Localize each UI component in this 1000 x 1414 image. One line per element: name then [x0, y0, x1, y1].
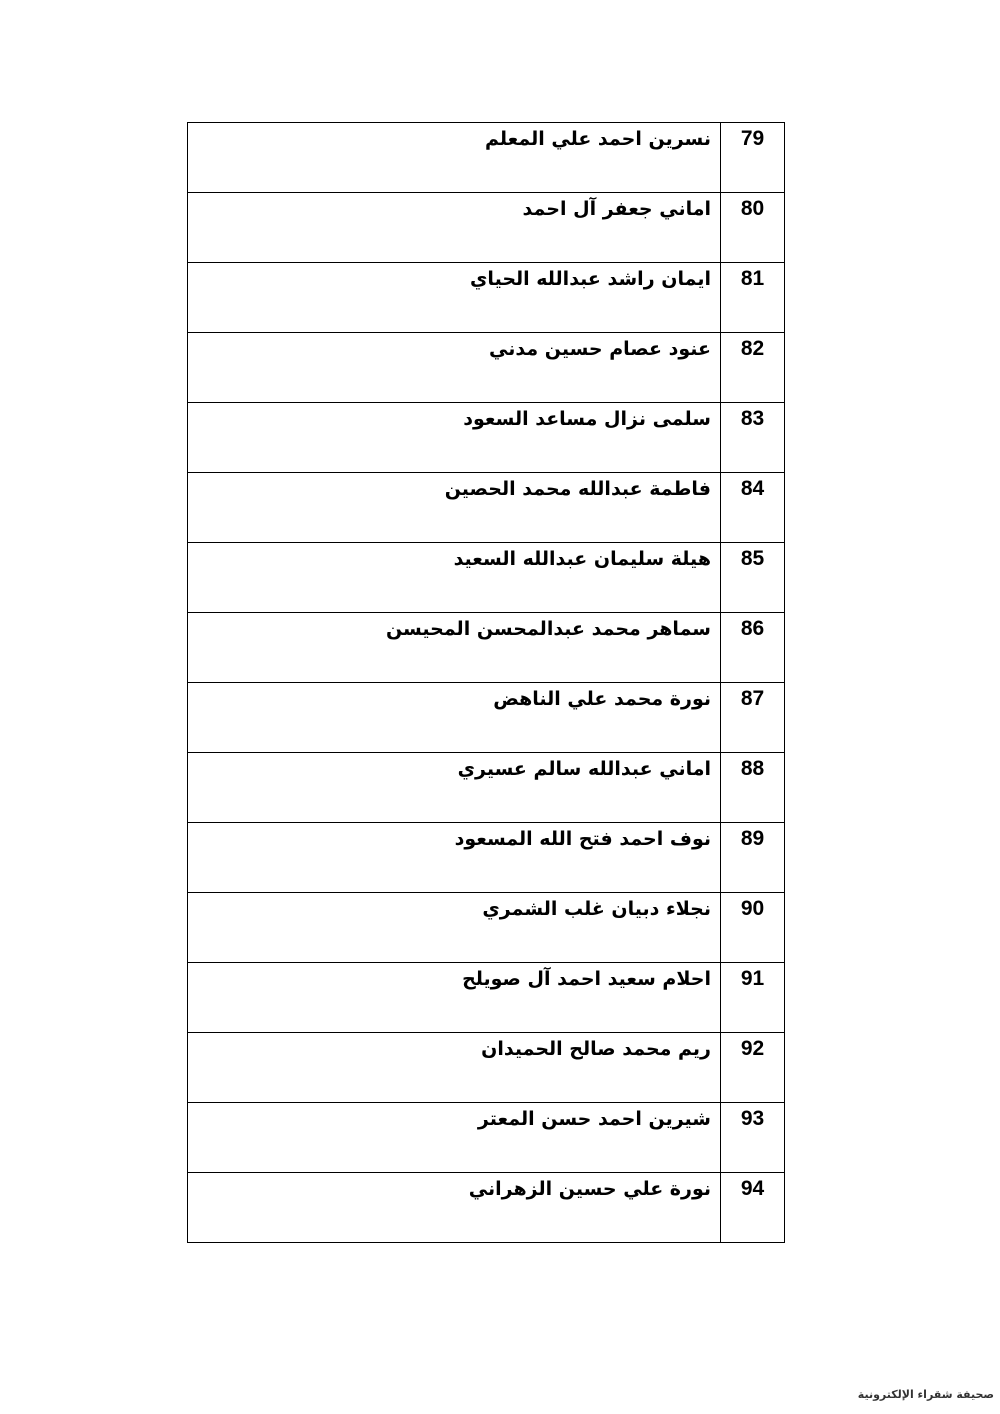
row-number: 87 [740, 687, 765, 710]
row-number: 79 [740, 127, 765, 150]
row-number: 91 [740, 967, 765, 990]
number-cell [721, 753, 785, 823]
person-name: ريم محمد صالح الحميدان [481, 1038, 711, 1060]
row-number: 92 [740, 1037, 765, 1060]
name-cell [188, 123, 721, 193]
row-number: 88 [740, 757, 765, 780]
table-row [188, 823, 785, 893]
table-row [188, 683, 785, 753]
row-number: 80 [740, 197, 765, 220]
name-cell [188, 263, 721, 333]
number-cell [721, 403, 785, 473]
name-cell [188, 963, 721, 1033]
person-name: شيرين احمد حسن المعتر [477, 1108, 711, 1130]
table-row [188, 893, 785, 963]
names-table [187, 122, 785, 1243]
table-row [188, 193, 785, 263]
number-cell [721, 123, 785, 193]
number-cell [721, 473, 785, 543]
name-cell [188, 613, 721, 683]
row-number: 82 [740, 337, 765, 360]
table-row [188, 613, 785, 683]
row-number: 93 [740, 1107, 765, 1130]
person-name: عنود عصام حسين مدني [489, 338, 711, 360]
number-cell [721, 893, 785, 963]
person-name: اماني جعفر آل احمد [522, 198, 711, 220]
table-row [188, 123, 785, 193]
number-cell [721, 543, 785, 613]
row-number: 94 [740, 1177, 765, 1200]
row-number: 83 [740, 407, 765, 430]
person-name: نورة محمد علي الناهض [493, 688, 711, 710]
number-cell [721, 1103, 785, 1173]
number-cell [721, 963, 785, 1033]
number-cell [721, 683, 785, 753]
person-name: نجلاء دبيان غلب الشمري [482, 898, 711, 920]
name-cell [188, 333, 721, 403]
table-row [188, 403, 785, 473]
person-name: سلمى نزال مساعد السعود [463, 408, 711, 430]
person-name: نوف احمد فتح الله المسعود [454, 828, 711, 850]
row-number: 81 [740, 267, 765, 290]
person-name: نورة علي حسين الزهراني [468, 1178, 711, 1200]
number-cell [721, 263, 785, 333]
name-cell [188, 193, 721, 263]
name-cell [188, 403, 721, 473]
person-name: احلام سعيد احمد آل صويلح [462, 968, 711, 990]
person-name: سماهر محمد عبدالمحسن المحيسن [385, 618, 711, 640]
name-cell [188, 1033, 721, 1103]
names-table-body [188, 123, 785, 1243]
number-cell [721, 1173, 785, 1243]
person-name: اماني عبدالله سالم عسيري [457, 758, 711, 780]
row-number: 90 [740, 897, 765, 920]
table-row [188, 473, 785, 543]
person-name: نسرين احمد علي المعلم [484, 128, 711, 150]
table-row [188, 1033, 785, 1103]
name-cell [188, 543, 721, 613]
name-cell [188, 823, 721, 893]
source-watermark: صحيفة شقراء الإلكترونية [857, 1388, 994, 1401]
row-number: 89 [740, 827, 765, 850]
table-row [188, 1173, 785, 1243]
table-row [188, 753, 785, 823]
table-row [188, 543, 785, 613]
name-cell [188, 1103, 721, 1173]
name-cell [188, 683, 721, 753]
table-row [188, 333, 785, 403]
person-name: ايمان راشد عبدالله الحياي [470, 268, 711, 290]
name-cell [188, 893, 721, 963]
number-cell [721, 333, 785, 403]
row-number: 85 [740, 547, 765, 570]
table-row [188, 963, 785, 1033]
number-cell [721, 1033, 785, 1103]
row-number: 86 [740, 617, 765, 640]
person-name: فاطمة عبدالله محمد الحصين [444, 478, 711, 500]
name-cell [188, 753, 721, 823]
name-cell [188, 1173, 721, 1243]
number-cell [721, 823, 785, 893]
person-name: هيلة سليمان عبدالله السعيد [453, 548, 711, 570]
number-cell [721, 613, 785, 683]
table-row [188, 263, 785, 333]
name-cell [188, 473, 721, 543]
table-row [188, 1103, 785, 1173]
row-number: 84 [740, 477, 765, 500]
number-cell [721, 193, 785, 263]
